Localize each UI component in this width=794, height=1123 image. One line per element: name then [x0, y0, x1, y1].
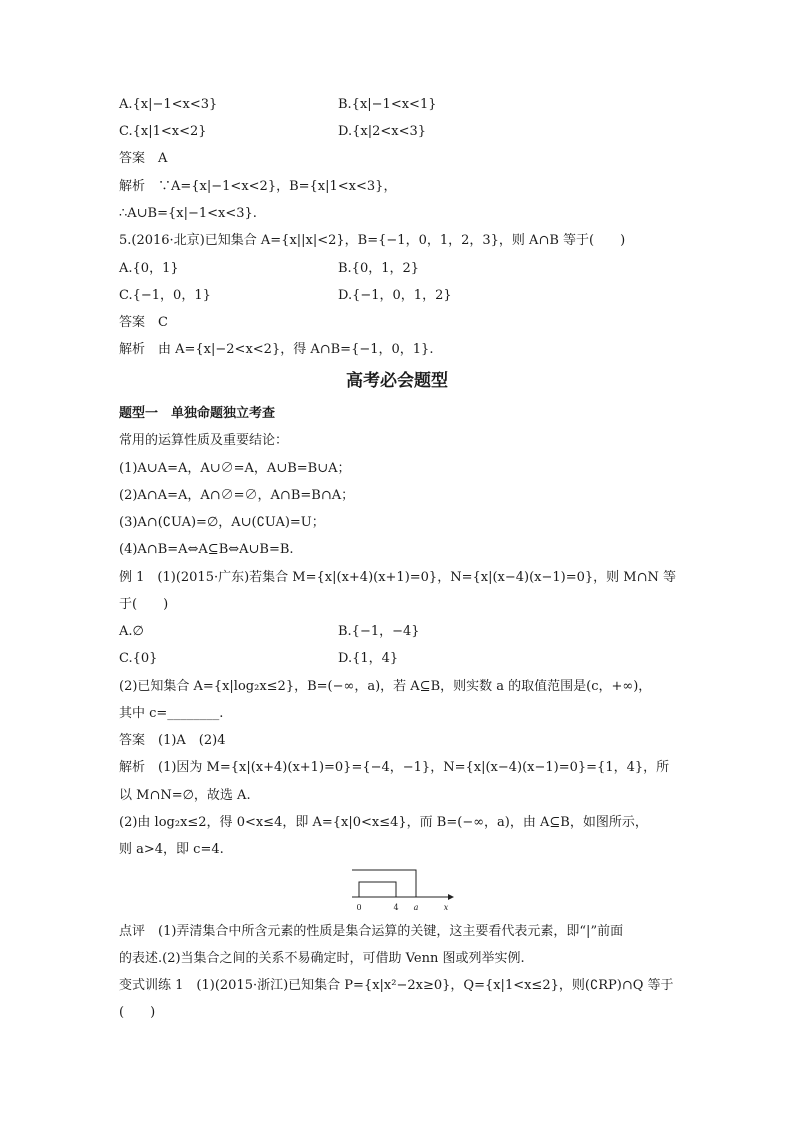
- axis-label-x: x: [443, 903, 449, 912]
- tick-label-0: 0: [356, 903, 362, 912]
- type1-intro: 常用的运算性质及重要结论：: [119, 433, 289, 448]
- q5-analysis: 解析 由 A={x|−2<x<2}，得 A∩B={−1，0，1}.: [119, 342, 434, 357]
- q5-option-b: B.{0，1，2}: [338, 261, 420, 276]
- tick-label-4: 4: [393, 903, 399, 912]
- q5-option-c: C.{−1，0，1}: [119, 288, 211, 303]
- comment-line1: 点评 (1)弄清集合中所含元素的性质是集合运算的关键，这主要看代表元素，即“|”前面: [119, 924, 624, 939]
- example1-analysis-line2: 以 M∩N=∅，故选 A.: [119, 788, 251, 803]
- property-4: (4)A∩B=A⇔A⊆B⇔A∪B=B.: [119, 542, 294, 557]
- example1-option-d: D.{1，4}: [338, 651, 399, 666]
- property-1: (1)A∪A=A，A∪∅=A，A∪B=B∪A；: [119, 461, 351, 476]
- comment-line2: 的表述.(2)当集合之间的关系不易确定时，可借助 Venn 图或列举实例.: [119, 951, 525, 966]
- q4-analysis-line2: ∴A∪B={x|−1<x<3}.: [119, 206, 257, 221]
- example1-analysis-line3: (2)由 log₂x≤2，得 0<x≤4，即 A={x|0<x≤4}，而 B=(−∞，a)，由 A⊆B，如图所示，: [119, 815, 648, 830]
- q4-analysis-line1: 解析 ∵A={x|−1<x<2}，B={x|1<x<3}，: [119, 179, 397, 194]
- q4-answer: 答案 A: [119, 151, 168, 166]
- example1-analysis-line1: 解析 (1)因为 M={x|(x+4)(x+1)=0}={−4，−1}，N={x|(x−4)(x−1)=0}={1，4}，所: [119, 760, 670, 775]
- q5-option-d: D.{−1，0，1，2}: [338, 288, 452, 303]
- variation1-stem-line2: ( ): [119, 1005, 156, 1020]
- example1-answer: 答案 (1)A (2)4: [119, 733, 226, 748]
- tick-label-a: a: [413, 903, 419, 912]
- q4-option-b: B.{x|−1<x<1}: [338, 97, 437, 112]
- example1-part2-line1: (2)已知集合 A={x|log₂x≤2}，B=(−∞，a)，若 A⊆B，则实数 a 的取值范围是(c，+∞)，: [119, 679, 652, 694]
- q4-option-d: D.{x|2<x<3}: [338, 124, 427, 139]
- type1-heading: 题型一 单独命题独立考查: [119, 406, 276, 421]
- example1-part2-line2: 其中 c=________.: [119, 706, 224, 721]
- q4-option-a: A.{x|−1<x<3}: [119, 97, 218, 112]
- property-3: (3)A∩(∁UA)=∅，A∪(∁UA)=U；: [119, 515, 325, 530]
- example1-stem-line2: 于( ): [119, 597, 169, 612]
- variation1-stem-line1: 变式训练 1 (1)(2015·浙江)已知集合 P={x|x²−2x≥0}，Q={x|1<x≤2}，则(∁RP)∩Q 等于: [119, 978, 674, 993]
- example1-option-b: B.{−1，−4}: [338, 624, 420, 639]
- example1-option-a: A.∅: [119, 624, 144, 639]
- q5-answer: 答案 C: [119, 315, 168, 330]
- set-b-bracket: [352, 870, 416, 897]
- q5-option-a: A.{0，1}: [119, 261, 179, 276]
- example1-analysis-line4: 则 a>4，即 c=4.: [119, 842, 224, 857]
- example1-stem-line1: 例 1 (1)(2015·广东)若集合 M={x|(x+4)(x+1)=0}，N={x|(x−4)(x−1)=0}，则 M∩N 等: [119, 570, 677, 585]
- number-line-diagram: [338, 862, 458, 914]
- q5-stem: 5.(2016·北京)已知集合 A={x||x|<2}，B={−1，0，1，2，3}，则 A∩B 等于( ): [119, 233, 626, 248]
- q4-option-c: C.{x|1<x<2}: [119, 124, 207, 139]
- example1-option-c: C.{0}: [119, 651, 158, 666]
- set-a-bracket: [359, 882, 396, 897]
- section-title: 高考必会题型: [346, 371, 448, 391]
- axis-arrow: [448, 894, 454, 900]
- property-2: (2)A∩A=A，A∩∅=∅，A∩B=B∩A；: [119, 488, 355, 503]
